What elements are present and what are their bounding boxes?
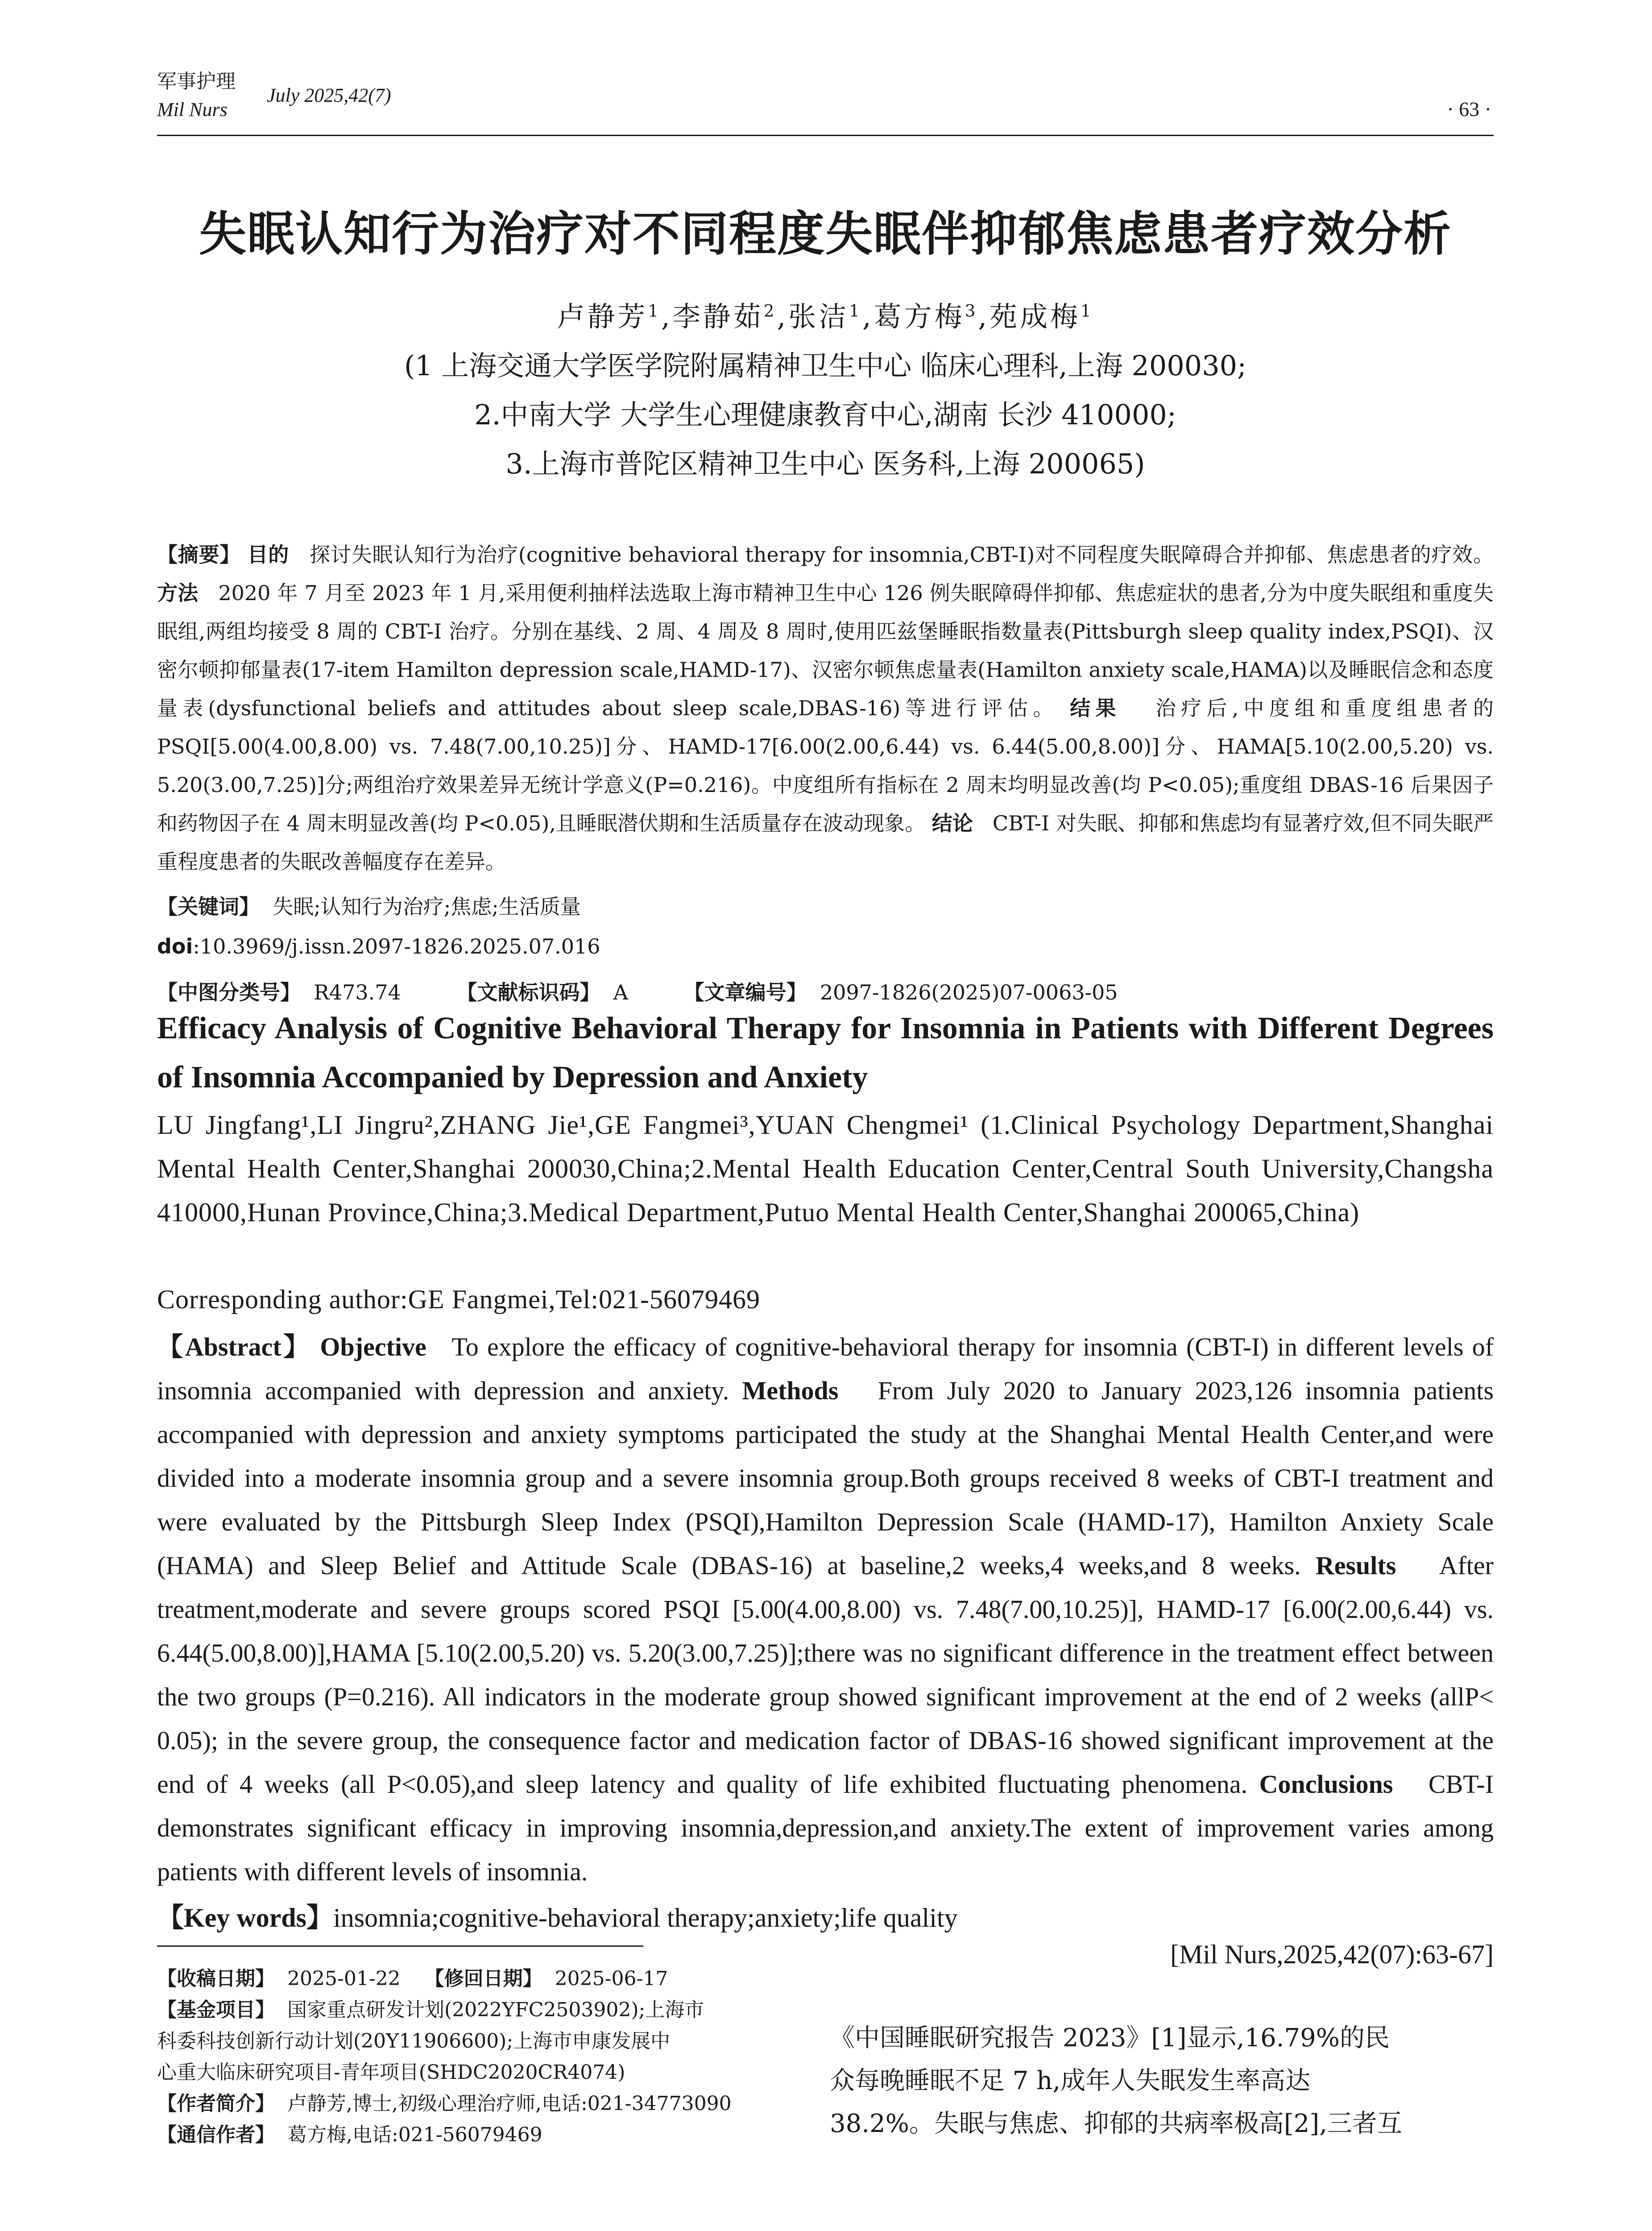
issue-info: July 2025,42(7) xyxy=(267,84,391,106)
abstract-cn-methods-label: 方法 xyxy=(157,581,199,605)
footnote-contact xyxy=(157,2119,817,2151)
abstract-cn-results-label: 结果 xyxy=(1070,696,1121,720)
fund-text-2: 科委科技创新行动计划(20Y11906600);上海市申康发展中 xyxy=(157,2030,671,2053)
author-bio-label: 【作者简介】 xyxy=(157,2092,275,2115)
author-name: 卢静芳 xyxy=(557,300,648,333)
abstract-en-label: 【Abstract】 xyxy=(157,1332,312,1361)
abstract-en-conclusions: CBT-I demonstrates significant efficacy in improving insomnia,depression,and anxiety.The extent of improvement varies among patients with different levels of insomnia. xyxy=(157,1770,1494,1886)
abstract-en-objective-label: Objective xyxy=(320,1332,426,1361)
page-number: · 63 · xyxy=(1447,98,1491,120)
doc-code-label: 【文献标识码】 xyxy=(456,980,600,1004)
keywords-en xyxy=(157,1896,958,1935)
abstract-cn-conclusions-label: 结论 xyxy=(932,811,973,835)
fund-text-3: 心重大临床研究项目-青年项目(SHDC2020CR4074) xyxy=(157,2061,625,2084)
author-name: 葛方梅 xyxy=(874,300,965,333)
body-line: 众每晚睡眠不足 7 h,成年人失眠发生率高达 xyxy=(830,2066,1311,2095)
header-rule xyxy=(157,135,1494,136)
title-en: Efficacy Analysis of Cognitive Behavioral Therapy for Insomnia in Patients with Different Degrees of Insomnia Accompanied by Depression and Anxiety xyxy=(157,1011,1494,1095)
abstract-en-methods-label: Methods xyxy=(742,1376,839,1405)
abstract-en-methods: From July 2020 to January 2023,126 insomnia patients accompanied with depression and anxiety symptoms participated the study at the Shanghai Mental Health Center,and were divided into a moderate insomnia group and a severe insomnia group.Both groups received 8 weeks of CBT-I treatment and were evaluated by the Pittsburgh Sleep Index (PSQI),Hamilton Depression Scale (HAMD-17), Hamilton Anxiety Scale (HAMA) and Sleep Belief and Attitude Scale (DBAS-16) at baseline,2 weeks,4 weeks,and 8 weeks. xyxy=(157,1376,1494,1580)
citation: [Mil Nurs,2025,42(07):63-67] xyxy=(1170,1940,1494,1969)
journal-name-cn: 军事护理 xyxy=(157,70,236,93)
footnote-dates xyxy=(157,1963,817,1995)
abstract-cn-methods: 2020 年 7 月至 2023 年 1 月,采用便利抽样法选取上海市精神卫生中心 126 例失眠障碍伴抑郁、焦虑症状的患者,分为中度失眠组和重度失眠组,两组均接受 8 周的 CBT-I 治疗。分别在基线、2 周、4 周及 8 周时,使用匹兹堡睡眠指数量表(Pittsburgh sleep quality index,PSQI)、汉密尔顿抑郁量表(17-item Hamilton depression scale,HAMD-17)、汉密尔顿焦虑量表(Hamilton anxiety scale,HAMA)以及睡眠信念和态度量表(dysfunctional beliefs and attitudes about sleep scale,DBAS-16)等进行评估。 xyxy=(157,581,1494,720)
footnote-author xyxy=(157,2088,817,2119)
clc-label: 【中图分类号】 xyxy=(157,980,301,1004)
abstract-cn-conclusions: CBT-I 对失眠、抑郁和焦虑均有显著疗效,但不同失眠严重程度患者的失眠改善幅度存在差异。 xyxy=(157,811,1494,874)
contact-text: 葛方梅,电话:021-56079469 xyxy=(287,2123,542,2146)
affiliation-1: (1 上海交通大学医学院附属精神卫生中心 临床心理科,上海 200030; xyxy=(404,349,1247,382)
keywords-cn xyxy=(157,891,1494,920)
footnotes xyxy=(157,1963,817,2151)
abstract-en-conclusions-label: Conclusions xyxy=(1259,1770,1393,1799)
abstract-en-results: After treatment,moderate and severe groups scored PSQI [5.00(4.00,8.00) vs. 7.48(7.00,10.25)], HAMD-17 [6.00(2.00,6.44) vs. 6.44(5.00,8.00)],HAMA [5.10(2.00,5.20) vs. 5.20(3.00,7.25)];there was no significant difference in the treatment effect between the two groups (P=0.216). All indicators in the moderate group showed significant improvement at the end of 2 weeks (allP< 0.05); in the severe group, the consequence factor and medication factor of DBAS-16 showed significant improvement at the end of 4 weeks (all P<0.05),and sleep latency and quality of life exhibited fluctuating phenomena. xyxy=(157,1551,1494,1799)
authors-en: LU Jingfang¹,LI Jingru²,ZHANG Jie¹,GE Fangmei³,YUAN Chengmei¹ (1.Clinical Psychology Department,Shanghai Mental Health Center,Shanghai 200030,China;2.Mental Health Education Center,Central South University,Changsha 410000,Hunan Province,China;3.Medical Department,Putuo Mental Health Center,Shanghai 200065,China) xyxy=(157,1110,1494,1227)
abstract-en xyxy=(157,1325,1494,1894)
author-affil-sup: 1 xyxy=(1080,301,1094,321)
author-affil-sup: 3 xyxy=(965,301,978,321)
revised-label: 【修回日期】 xyxy=(424,1967,542,1990)
author-name: 张洁 xyxy=(788,300,849,333)
affiliation-3: 3.上海市普陀区精神卫生中心 医务科,上海 200065) xyxy=(505,448,1145,480)
abstract-en-results-label: Results xyxy=(1315,1551,1396,1580)
body-line: 《中国睡眠研究报告 2023》[1]显示,16.79%的民 xyxy=(830,2024,1390,2053)
classification-line xyxy=(157,976,1494,1006)
corresponding-author: Corresponding author:GE Fangmei,Tel:021-56079469 xyxy=(157,1285,760,1314)
author-name: 苑成梅 xyxy=(989,300,1081,333)
title-cn: 失眠认知行为治疗对不同程度失眠伴抑郁焦虑患者疗效分析 xyxy=(199,207,1452,261)
author-name: 李静茹 xyxy=(672,300,764,333)
body-line: 38.2%。失眠与焦虑、抑郁的共病率极高[2],三者互 xyxy=(830,2109,1403,2138)
received-label: 【收稿日期】 xyxy=(157,1967,275,1990)
keywords-cn-label: 【关键词】 xyxy=(157,895,260,919)
author-bio: 卢静芳,博士,初级心理治疗师,电话:021-34773090 xyxy=(287,2092,732,2115)
received-date: 2025-01-22 xyxy=(287,1967,401,1990)
keywords-cn-text: 失眠;认知行为治疗;焦虑;生活质量 xyxy=(273,895,581,919)
doi-text: :10.3969/j.issn.2097-1826.2025.07.016 xyxy=(193,934,600,958)
body-text-column xyxy=(830,2017,1494,2145)
abstract-cn xyxy=(157,535,1494,881)
contact-label: 【通信作者】 xyxy=(157,2123,275,2146)
abstract-cn-results: 治疗后,中度组和重度组患者的 PSQI[5.00(4.00,8.00) vs. 7.48(7.00,10.25)]分、HAMD-17[6.00(2.00,6.44) vs. 6.44(5.00,8.00)]分、HAMA[5.10(2.00,5.20) vs. 5.20(3.00,7.25)]分;两组治疗效果差异无统计学意义(P=0.216)。中度组所有指标在 2 周末均明显改善(均 P<0.05);重度组 DBAS-16 后果因子和药物因子在 4 周末明显改善(均 P<0.05),且睡眠潜伏期和生活质量存在波动现象。 xyxy=(157,696,1494,835)
footnote-fund xyxy=(157,1995,817,2026)
clc-value: R473.74 xyxy=(314,980,401,1004)
keywords-en-label: 【Key words】 xyxy=(157,1903,333,1932)
footnote-rule xyxy=(157,1945,643,1947)
revised-date: 2025-06-17 xyxy=(555,1967,668,1990)
article-no-value: 2097-1826(2025)07-0063-05 xyxy=(820,980,1118,1004)
doc-code-value: A xyxy=(613,980,628,1004)
abstract-cn-objective: 探讨失眠认知行为治疗(cognitive behavioral therapy for insomnia,CBT-I)对不同程度失眠障碍合并抑郁、焦虑患者的疗效。 xyxy=(310,543,1494,567)
abstract-cn-label: 【摘要】 xyxy=(157,543,241,567)
author-affil-sup: 2 xyxy=(763,301,777,321)
authors-cn: 卢静芳$^1$,李静茹$^2$,张洁$^1$,葛方梅$^3$,苑成梅$^1$ xyxy=(557,300,1094,333)
keywords-en-text: insomnia;cognitive-behavioral therapy;anxiety;life quality xyxy=(333,1903,958,1932)
journal-name-en: Mil Nurs xyxy=(157,99,228,120)
article-no-label: 【文章编号】 xyxy=(683,980,807,1004)
author-affil-sup: 1 xyxy=(849,301,862,321)
doi-line xyxy=(157,934,1494,958)
abstract-cn-objective-label: 目的 xyxy=(247,543,289,567)
author-affil-sup: 1 xyxy=(648,301,662,321)
fund-text-1: 国家重点研发计划(2022YFC2503902);上海市 xyxy=(287,1999,704,2021)
affiliation-2: 2.中南大学 大学生心理健康教育中心,湖南 长沙 410000; xyxy=(474,398,1176,431)
fund-label: 【基金项目】 xyxy=(157,1999,275,2021)
doi-label: doi xyxy=(157,934,193,958)
abstract-en-objective: To explore the efficacy of cognitive-behavioral therapy for insomnia (CBT-I) in different levels of insomnia accompanied with depression and anxiety. xyxy=(157,1332,1494,1405)
